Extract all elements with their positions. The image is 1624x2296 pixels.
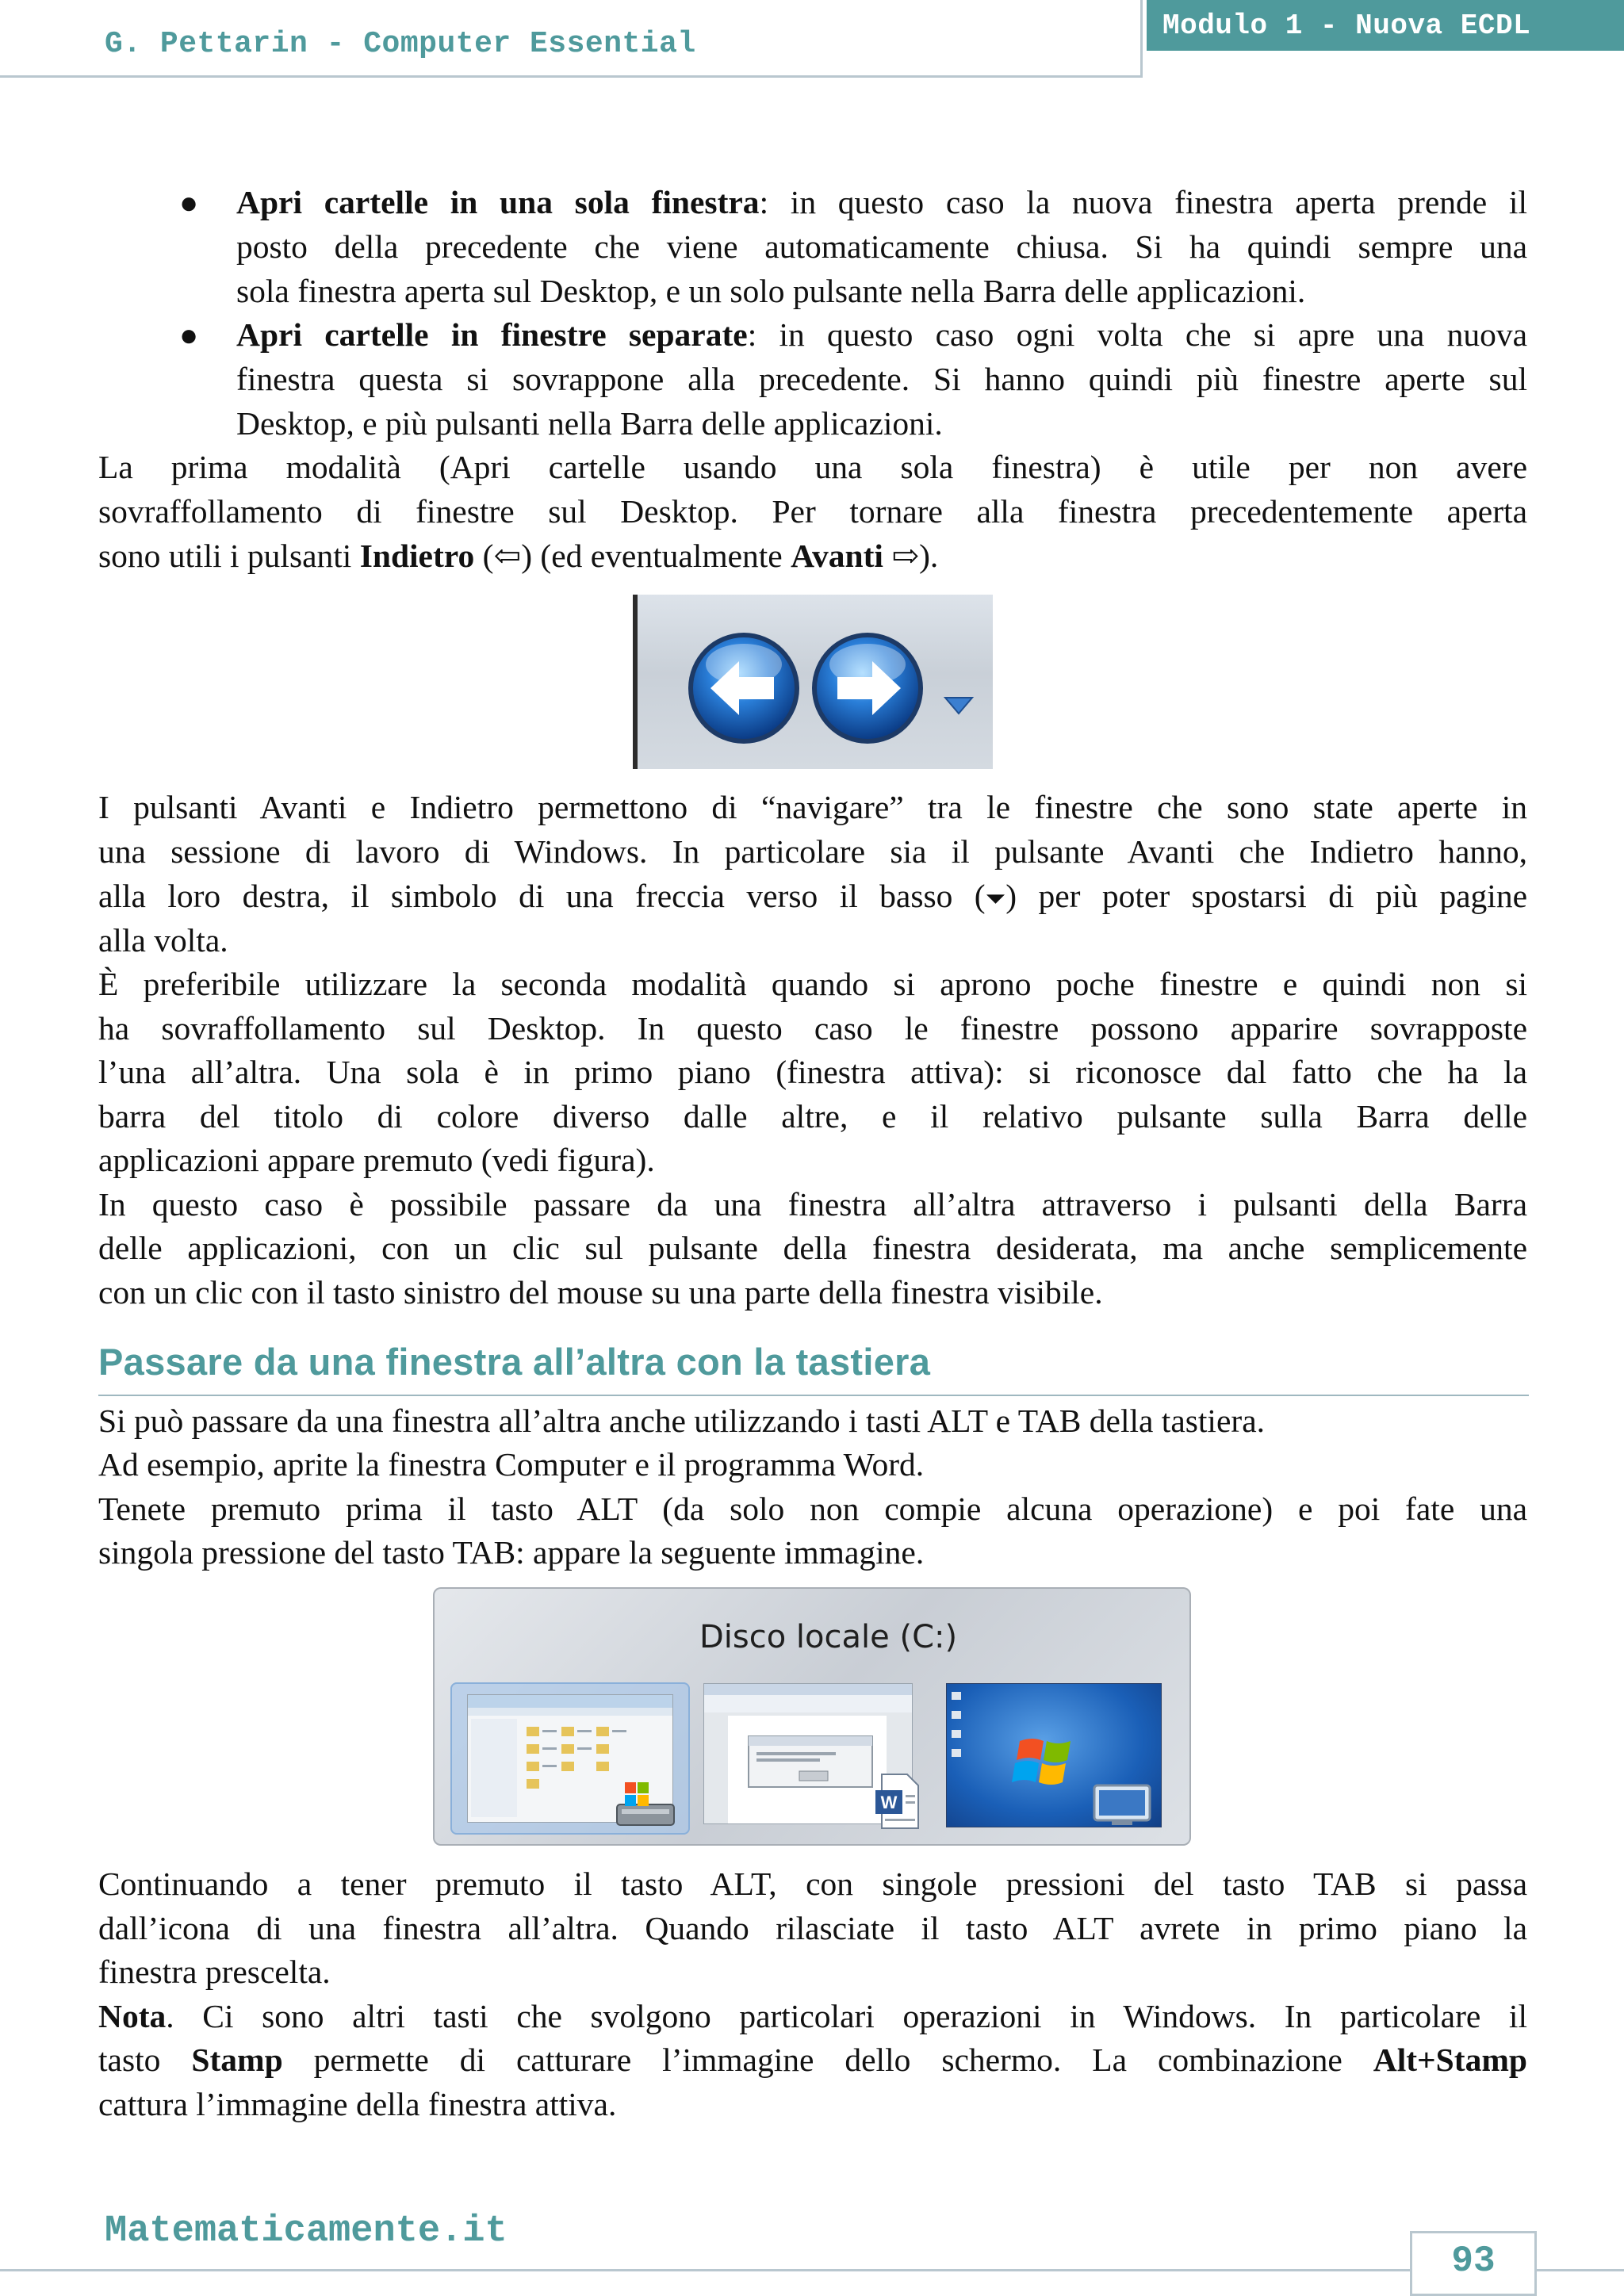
text-line: Tenete premuto prima il tasto ALT (da solo non compie alcuna operazione) e poi fate una xyxy=(98,1490,1527,1527)
text-line: finestra prescelta. xyxy=(98,1954,331,1990)
header-divider xyxy=(1140,0,1143,78)
bullet-icon: ● xyxy=(179,317,199,353)
text-line: applicazioni appare premuto (vedi figura). xyxy=(98,1142,655,1178)
svg-text:W: W xyxy=(880,1793,898,1812)
page-number: 93 xyxy=(1451,2241,1496,2282)
text-line: barra del titolo di colore diverso dalle altre, e il relativo pulsante sulla Barra delle xyxy=(98,1098,1527,1135)
bullet-2-line-3: Desktop, e più pulsanti nella Barra delle applicazioni. xyxy=(236,405,943,442)
text-line: Continuando a tener premuto il tasto ALT, con singole pressioni del tasto TAB si passa xyxy=(98,1866,1527,1902)
dropdown-arrow-symbol: ⏷ xyxy=(985,883,1006,913)
text-line: una sessione di lavoro di Windows. In particolare sia il pulsante Avanti che Indietro hanno, xyxy=(98,833,1527,870)
text-line: Ad esempio, aprite la finestra Computer e il programma Word. xyxy=(98,1446,925,1483)
text-line: tasto Stamp permette di catturare l’immagine dello schermo. La combinazione Alt+Stamp xyxy=(98,2042,1527,2078)
bullet-2-bold: Apri cartelle in finestre separate xyxy=(236,316,748,353)
back-forward-buttons-figure xyxy=(633,595,993,769)
text-line: In questo caso è possibile passare da una finestra all’altra attraverso i pulsanti della Barra xyxy=(98,1186,1527,1223)
header-author-title: G. Pettarin - Computer Essential xyxy=(105,27,696,61)
footer-site-name: Matematicamente.it xyxy=(105,2210,508,2252)
header-rule xyxy=(0,75,1142,78)
text-line: l’una all’altra. Una sola è in primo piano (finestra attiva): si riconosce dal fatto che ha la xyxy=(98,1054,1527,1090)
back-arrow-icon[interactable] xyxy=(688,633,799,744)
section-rule xyxy=(98,1395,1529,1396)
dropdown-arrow-icon[interactable] xyxy=(945,698,972,714)
alt-tab-switcher-figure xyxy=(433,1587,1191,1846)
text-line: alla volta. xyxy=(98,922,228,959)
word-document-icon xyxy=(874,1773,921,1830)
explorer-window-thumbnail[interactable] xyxy=(468,1695,672,1822)
text-line: con un clic con il tasto sinistro del mouse su una parte della finestra visibile. xyxy=(98,1274,1103,1311)
bullet-2-line-1: Apri cartelle in finestre separate: in questo caso ogni volta che si apre una nuova xyxy=(236,316,1527,353)
bullet-2-line-2: finestra questa si sovrappone alla precedente. Si hanno quindi più finestre aperte sul xyxy=(236,361,1527,397)
bullet-1-bold: Apri cartelle in una sola finestra xyxy=(236,184,760,220)
text-line: dall’icona di una finestra all’altra. Quando rilasciate il tasto ALT avrete in primo piano la xyxy=(98,1910,1527,1946)
footer-rule xyxy=(0,2269,1624,2271)
text-line: singola pressione del tasto TAB: appare la seguente immagine. xyxy=(98,1534,925,1571)
show-desktop-icon xyxy=(1091,1782,1153,1827)
forward-arrow-icon[interactable] xyxy=(812,633,923,744)
text-line: delle applicazioni, con un clic sul pulsante della finestra desiderata, ma anche semplicemente xyxy=(98,1230,1527,1266)
bullet-1-line-1: Apri cartelle in una sola finestra: in questo caso la nuova finestra aperta prende il xyxy=(236,184,1527,220)
text-line: sovraffollamento di finestre sul Desktop. Per tornare alla finestra precedentemente aperta xyxy=(98,493,1527,530)
header-module-label: Modulo 1 - Nuova ECDL xyxy=(1162,10,1531,42)
section-heading: Passare da una finestra all’altra con la tastiera xyxy=(98,1341,931,1383)
text-line: Nota. Ci sono altri tasti che svolgono particolari operazioni in Windows. In particolare il xyxy=(98,1998,1527,2034)
bullet-1-line-3: sola finestra aperta sul Desktop, e un solo pulsante nella Barra delle applicazioni. xyxy=(236,273,1306,309)
text-line: cattura l’immagine della finestra attiva. xyxy=(98,2086,617,2122)
alt-tab-window-title: Disco locale (C:) xyxy=(699,1619,958,1655)
windows-logo-icon xyxy=(1012,1739,1071,1785)
bullet-icon: ● xyxy=(179,185,199,220)
text-line: alla loro destra, il simbolo di una freccia verso il basso (⏷) per poter spostarsi di più pagine xyxy=(98,878,1527,914)
computer-drive-icon xyxy=(614,1777,677,1828)
text-line: È preferibile utilizzare la seconda modalità quando si aprono poche finestre e quindi non si xyxy=(98,966,1527,1002)
text-line: La prima modalità (Apri cartelle usando una sola finestra) è utile per non avere xyxy=(98,449,1527,485)
desktop-thumbnail[interactable] xyxy=(947,1684,1161,1827)
text-line: I pulsanti Avanti e Indietro permettono di “navigare” tra le finestre che sono state aperte in xyxy=(98,789,1527,825)
text-line: Si può passare da una finestra all’altra anche utilizzando i tasti ALT e TAB della tastiera. xyxy=(98,1402,1266,1439)
word-window-thumbnail[interactable] xyxy=(704,1684,912,1823)
text-line: sono utili i pulsanti Indietro (⇦) (ed eventualmente Avanti ⇨). xyxy=(98,538,939,574)
bullet-1-line-2: posto della precedente che viene automaticamente chiusa. Si ha quindi sempre una xyxy=(236,228,1527,265)
text-line: ha sovraffollamento sul Desktop. In questo caso le finestre possono apparire sovrapposte xyxy=(98,1010,1527,1047)
